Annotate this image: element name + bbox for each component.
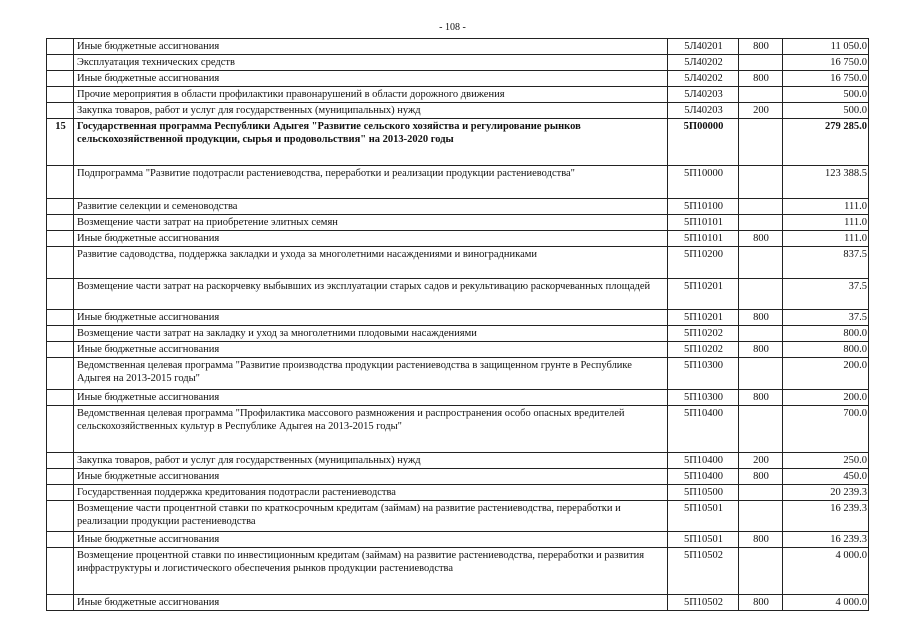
expense-type-code-cell [739, 406, 783, 453]
table-row [47, 453, 869, 469]
row-number-cell [47, 501, 74, 532]
amount-cell: 250.0 [783, 453, 869, 469]
table-row [47, 39, 869, 55]
row-number-cell [47, 71, 74, 87]
row-number-cell [47, 358, 74, 390]
target-article-code-cell: 5Л40202 [668, 71, 739, 87]
row-number-cell [47, 55, 74, 71]
target-article-code-cell: 5П10501 [668, 501, 739, 532]
row-number-cell [47, 485, 74, 501]
table-row [47, 87, 869, 103]
row-number-cell [47, 469, 74, 485]
row-number-cell: 15 [47, 119, 74, 166]
row-name-cell: Закупка товаров, работ и услуг для государственных (муниципальных) нужд [74, 103, 668, 119]
amount-cell: 279 285.0 [783, 119, 869, 166]
target-article-code-cell: 5П00000 [668, 119, 739, 166]
row-number-cell [47, 231, 74, 247]
target-article-code-cell: 5П10000 [668, 166, 739, 199]
expense-type-code-cell [739, 279, 783, 310]
expense-type-code-cell: 800 [739, 595, 783, 611]
amount-cell: 700.0 [783, 406, 869, 453]
target-article-code-cell: 5П10201 [668, 310, 739, 326]
row-name-cell: Иные бюджетные ассигнования [74, 390, 668, 406]
row-name-cell: Иные бюджетные ассигнования [74, 231, 668, 247]
row-name-cell: Возмещение процентной ставки по инвестиционным кредитам (займам) на развитие растениеводства, переработки и развития инфраструктуры и логистического обеспечения рынков продукции растениеводства [74, 548, 668, 595]
table-row [47, 390, 869, 406]
amount-cell: 800.0 [783, 342, 869, 358]
amount-cell: 37.5 [783, 310, 869, 326]
row-name-cell: Возмещение части затрат на закладку и уход за многолетними плодовыми насаждениями [74, 326, 668, 342]
table-row [47, 55, 869, 71]
target-article-code-cell: 5П10201 [668, 279, 739, 310]
target-article-code-cell: 5П10101 [668, 215, 739, 231]
expense-type-code-cell [739, 326, 783, 342]
target-article-code-cell: 5П10101 [668, 231, 739, 247]
row-name-cell: Иные бюджетные ассигнования [74, 71, 668, 87]
amount-cell: 20 239.3 [783, 485, 869, 501]
page-number: - 108 - [439, 22, 466, 33]
amount-cell: 800.0 [783, 326, 869, 342]
table-row [47, 326, 869, 342]
table-row [47, 469, 869, 485]
row-name-cell: Закупка товаров, работ и услуг для государственных (муниципальных) нужд [74, 453, 668, 469]
budget-table-body [47, 39, 869, 611]
table-row [47, 548, 869, 595]
target-article-code-cell: 5П10501 [668, 532, 739, 548]
amount-cell: 11 050.0 [783, 39, 869, 55]
budget-table [46, 38, 869, 611]
row-name-cell: Возмещение части затрат на раскорчевку выбывших из эксплуатации старых садов и рекультивацию раскорчеванных площадей [74, 279, 668, 310]
target-article-code-cell: 5П10500 [668, 485, 739, 501]
expense-type-code-cell: 200 [739, 453, 783, 469]
table-row [47, 595, 869, 611]
row-name-cell: Иные бюджетные ассигнования [74, 595, 668, 611]
row-name-cell: Иные бюджетные ассигнования [74, 39, 668, 55]
table-row [47, 501, 869, 532]
table-row [47, 279, 869, 310]
table-row [47, 166, 869, 199]
table-row [47, 103, 869, 119]
row-number-cell [47, 199, 74, 215]
target-article-code-cell: 5П10502 [668, 595, 739, 611]
expense-type-code-cell [739, 87, 783, 103]
table-row [47, 310, 869, 326]
amount-cell: 200.0 [783, 358, 869, 390]
row-name-cell: Развитие селекции и семеноводства [74, 199, 668, 215]
target-article-code-cell: 5Л40203 [668, 87, 739, 103]
amount-cell: 837.5 [783, 247, 869, 279]
expense-type-code-cell: 200 [739, 103, 783, 119]
row-name-cell: Эксплуатация технических средств [74, 55, 668, 71]
expense-type-code-cell [739, 548, 783, 595]
row-number-cell [47, 310, 74, 326]
expense-type-code-cell [739, 358, 783, 390]
row-name-cell: Иные бюджетные ассигнования [74, 469, 668, 485]
table-row [47, 119, 869, 166]
amount-cell: 16 750.0 [783, 55, 869, 71]
row-name-cell: Ведомственная целевая программа "Развитие производства продукции растениеводства в защищенном грунте в Республике Адыгея на 2013-2015 годы" [74, 358, 668, 390]
target-article-code-cell: 5Л40203 [668, 103, 739, 119]
row-number-cell [47, 342, 74, 358]
target-article-code-cell: 5П10202 [668, 342, 739, 358]
row-number-cell [47, 247, 74, 279]
amount-cell: 200.0 [783, 390, 869, 406]
amount-cell: 500.0 [783, 103, 869, 119]
target-article-code-cell: 5Л40202 [668, 55, 739, 71]
row-name-cell: Государственная поддержка кредитования подотрасли растениеводства [74, 485, 668, 501]
row-number-cell [47, 166, 74, 199]
target-article-code-cell: 5П10400 [668, 406, 739, 453]
row-name-cell: Возмещение части затрат на приобретение элитных семян [74, 215, 668, 231]
row-number-cell [47, 453, 74, 469]
row-name-cell: Государственная программа Республики Адыгея "Развитие сельского хозяйства и регулирование рынков сельскохозяйственной продукции, сырья и продовольствия" на 2013-2020 годы [74, 119, 668, 166]
table-row [47, 199, 869, 215]
expense-type-code-cell: 800 [739, 310, 783, 326]
target-article-code-cell: 5П10100 [668, 199, 739, 215]
expense-type-code-cell: 800 [739, 39, 783, 55]
row-name-cell: Развитие садоводства, поддержка закладки и ухода за многолетними насаждениями и виноградниками [74, 247, 668, 279]
target-article-code-cell: 5П10502 [668, 548, 739, 595]
amount-cell: 111.0 [783, 215, 869, 231]
row-name-cell: Иные бюджетные ассигнования [74, 342, 668, 358]
row-name-cell: Прочие мероприятия в области профилактики правонарушений в области дорожного движения [74, 87, 668, 103]
target-article-code-cell: 5П10300 [668, 390, 739, 406]
expense-type-code-cell [739, 55, 783, 71]
target-article-code-cell: 5П10200 [668, 247, 739, 279]
expense-type-code-cell [739, 247, 783, 279]
expense-type-code-cell [739, 485, 783, 501]
expense-type-code-cell [739, 215, 783, 231]
amount-cell: 111.0 [783, 231, 869, 247]
row-number-cell [47, 326, 74, 342]
table-row [47, 342, 869, 358]
amount-cell: 16 239.3 [783, 532, 869, 548]
amount-cell: 37.5 [783, 279, 869, 310]
table-row [47, 247, 869, 279]
amount-cell: 16 239.3 [783, 501, 869, 532]
expense-type-code-cell: 800 [739, 231, 783, 247]
row-number-cell [47, 390, 74, 406]
amount-cell: 111.0 [783, 199, 869, 215]
expense-type-code-cell: 800 [739, 342, 783, 358]
amount-cell: 16 750.0 [783, 71, 869, 87]
table-row [47, 231, 869, 247]
row-number-cell [47, 215, 74, 231]
table-row [47, 71, 869, 87]
row-number-cell [47, 532, 74, 548]
row-number-cell [47, 39, 74, 55]
row-name-cell: Иные бюджетные ассигнования [74, 532, 668, 548]
row-name-cell: Иные бюджетные ассигнования [74, 310, 668, 326]
row-number-cell [47, 87, 74, 103]
target-article-code-cell: 5П10300 [668, 358, 739, 390]
expense-type-code-cell [739, 199, 783, 215]
target-article-code-cell: 5П10202 [668, 326, 739, 342]
row-number-cell [47, 548, 74, 595]
expense-type-code-cell: 800 [739, 469, 783, 485]
row-number-cell [47, 595, 74, 611]
amount-cell: 450.0 [783, 469, 869, 485]
row-name-cell: Ведомственная целевая программа "Профилактика массового размножения и распространения особо опасных вредителей сельскохозяйственных культур в Республике Адыгея на 2013-2015 годы" [74, 406, 668, 453]
row-name-cell: Подпрограмма "Развитие подотрасли растениеводства, переработки и реализации продукции растениеводства" [74, 166, 668, 199]
row-name-cell: Возмещение части процентной ставки по краткосрочным кредитам (займам) на развитие растениеводства, переработки и реализации продукции растениеводства [74, 501, 668, 532]
expense-type-code-cell [739, 119, 783, 166]
amount-cell: 4 000.0 [783, 595, 869, 611]
table-row [47, 215, 869, 231]
expense-type-code-cell [739, 501, 783, 532]
table-row [47, 358, 869, 390]
expense-type-code-cell: 800 [739, 390, 783, 406]
target-article-code-cell: 5Л40201 [668, 39, 739, 55]
expense-type-code-cell [739, 166, 783, 199]
table-row [47, 532, 869, 548]
target-article-code-cell: 5П10400 [668, 453, 739, 469]
expense-type-code-cell: 800 [739, 532, 783, 548]
row-number-cell [47, 103, 74, 119]
amount-cell: 4 000.0 [783, 548, 869, 595]
table-row [47, 406, 869, 453]
table-row [47, 485, 869, 501]
target-article-code-cell: 5П10400 [668, 469, 739, 485]
row-number-cell [47, 279, 74, 310]
row-number-cell [47, 406, 74, 453]
expense-type-code-cell: 800 [739, 71, 783, 87]
amount-cell: 123 388.5 [783, 166, 869, 199]
amount-cell: 500.0 [783, 87, 869, 103]
